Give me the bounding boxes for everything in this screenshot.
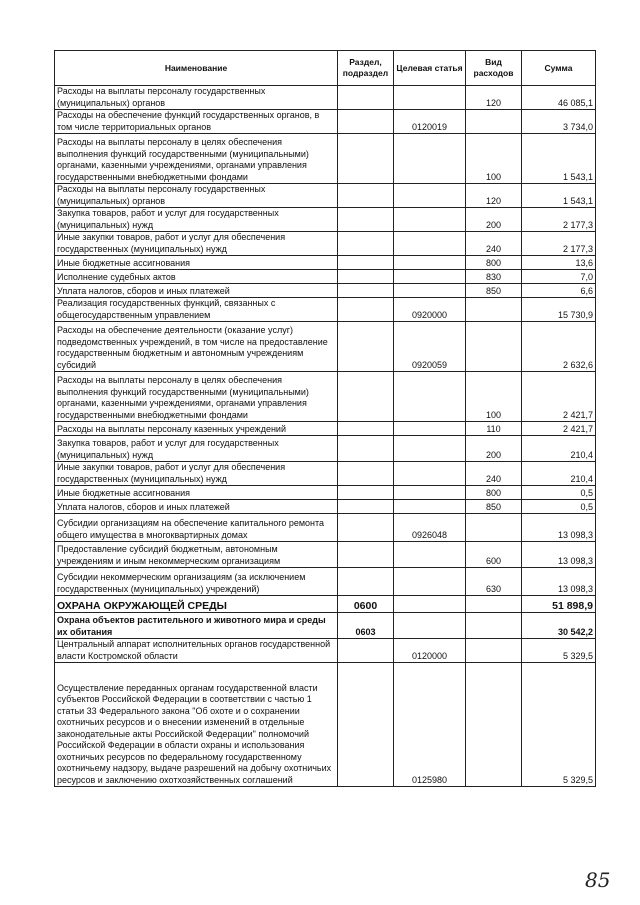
table-row [55,256,596,270]
cell-kind: 200 [466,436,522,462]
cell-name: Охрана объектов растительного и животного мира и среды их обитания [55,613,338,639]
table-row [55,270,596,284]
cell-section [338,270,394,284]
cell-amount: 2 177,3 [522,232,596,256]
cell-amount: 6,6 [522,284,596,298]
cell-amount: 51 898,9 [522,596,596,613]
cell-name: Реализация государственных функций, связанных с общегосударственным управлением [55,298,338,322]
table-row [55,208,596,232]
cell-kind: 600 [466,542,522,568]
cell-kind [466,596,522,613]
cell-target [394,208,466,232]
cell-name: Закупка товаров, работ и услуг для государственных (муниципальных) нужд [55,436,338,462]
cell-kind [466,322,522,372]
cell-target [394,596,466,613]
cell-section: 0600 [338,596,394,613]
cell-target [394,284,466,298]
cell-amount: 5 329,5 [522,663,596,787]
cell-section [338,663,394,787]
cell-kind: 120 [466,86,522,110]
cell-section [338,284,394,298]
table-row [55,232,596,256]
cell-kind: 240 [466,462,522,486]
cell-amount: 7,0 [522,270,596,284]
cell-kind: 240 [466,232,522,256]
header-section: Раздел, подраздел [338,51,394,86]
cell-target: 0920000 [394,298,466,322]
cell-target [394,542,466,568]
cell-amount: 210,4 [522,462,596,486]
cell-amount: 13 098,3 [522,568,596,596]
table-row [55,613,596,639]
cell-amount: 2 421,7 [522,372,596,422]
cell-section [338,436,394,462]
cell-target: 0120000 [394,639,466,663]
cell-target [394,270,466,284]
cell-amount: 15 730,9 [522,298,596,322]
table-row [55,568,596,596]
header-target: Целевая статья [394,51,466,86]
cell-name: Закупка товаров, работ и услуг для государственных (муниципальных) нужд [55,208,338,232]
table-row [55,110,596,134]
header-kind: Вид расходов [466,51,522,86]
cell-name: Центральный аппарат исполнительных органов государственной власти Костромской области [55,639,338,663]
cell-section [338,500,394,514]
table-row [55,284,596,298]
cell-kind: 850 [466,500,522,514]
cell-kind [466,110,522,134]
table-row [55,514,596,542]
cell-target [394,568,466,596]
cell-name: Осуществление переданных органам государственной власти субъектов Российской Федерации в соответствии с частью 1 статьи 33 Федерального закона "Об охоте и о сохранении охотничьих ресурсов и о внесении изменений в отдельные законодательные акты Российской Федерации" полномочий Российской Федерации в области охраны и использования охотничьих ресурсов по федеральному государственному охотничьему надзору, выдаче разрешений на добычу охотничьих ресурсов и заключению охотхозяйственных соглашений [55,663,338,787]
cell-section [338,86,394,110]
table-header-row [55,51,596,86]
cell-name: Уплата налогов, сборов и иных платежей [55,284,338,298]
cell-kind [466,639,522,663]
cell-kind: 110 [466,422,522,436]
cell-target: 0125980 [394,663,466,787]
cell-name: Иные бюджетные ассигнования [55,256,338,270]
table-row [55,86,596,110]
cell-target [394,422,466,436]
cell-name: Расходы на выплаты персоналу казенных учреждений [55,422,338,436]
cell-target [394,486,466,500]
table-row [55,436,596,462]
header-name: Наименование [55,51,338,86]
cell-section [338,486,394,500]
cell-section [338,134,394,184]
cell-kind: 200 [466,208,522,232]
cell-section [338,322,394,372]
cell-section: 0603 [338,613,394,639]
cell-kind: 100 [466,134,522,184]
header-amount: Сумма [522,51,596,86]
cell-section [338,110,394,134]
cell-amount: 30 542,2 [522,613,596,639]
cell-name: Предоставление субсидий бюджетным, автономным учреждениям и иным некоммерческим организациям [55,542,338,568]
cell-name: Расходы на выплаты персоналу государственных (муниципальных) органов [55,184,338,208]
table-row [55,542,596,568]
cell-kind: 100 [466,372,522,422]
cell-section [338,542,394,568]
cell-amount: 0,5 [522,500,596,514]
cell-target [394,613,466,639]
cell-amount: 1 543,1 [522,184,596,208]
budget-table [54,50,596,787]
cell-kind: 830 [466,270,522,284]
table-row [55,500,596,514]
cell-target [394,86,466,110]
cell-name: Иные закупки товаров, работ и услуг для обеспечения государственных (муниципальных) нужд [55,462,338,486]
cell-name: Расходы на выплаты персоналу в целях обеспечения выполнения функций государственными (муниципальными) органами, казенными учреждениями, органами управления государственными внебюджетными фондами [55,372,338,422]
cell-section [338,462,394,486]
cell-section [338,372,394,422]
cell-amount: 2 632,6 [522,322,596,372]
table-row [55,639,596,663]
cell-kind: 850 [466,284,522,298]
cell-kind [466,298,522,322]
cell-kind: 630 [466,568,522,596]
cell-target [394,184,466,208]
table-body [55,86,596,787]
cell-target [394,134,466,184]
cell-section [338,208,394,232]
table-row [55,134,596,184]
cell-target [394,500,466,514]
page-number: 85 [585,868,611,892]
cell-kind [466,663,522,787]
table-row [55,322,596,372]
cell-amount: 13 098,3 [522,542,596,568]
cell-amount: 3 734,0 [522,110,596,134]
cell-kind [466,613,522,639]
table-row [55,462,596,486]
table-row [55,596,596,613]
cell-amount: 0,5 [522,486,596,500]
table-row [55,298,596,322]
cell-section [338,232,394,256]
cell-kind: 800 [466,256,522,270]
cell-amount: 2 177,3 [522,208,596,232]
cell-amount: 210,4 [522,436,596,462]
cell-target: 0920059 [394,322,466,372]
cell-target: 0926048 [394,514,466,542]
cell-section [338,639,394,663]
cell-name: Расходы на выплаты персоналу в целях обеспечения выполнения функций государственными (муниципальными) органами, казенными учреждениями, органами управления государственными внебюджетными фондами [55,134,338,184]
cell-target: 0120019 [394,110,466,134]
cell-amount: 13,6 [522,256,596,270]
cell-name: Субсидии некоммерческим организациям (за исключением государственных (муниципальных) учреждений) [55,568,338,596]
cell-target [394,436,466,462]
table-row [55,663,596,787]
cell-kind: 120 [466,184,522,208]
cell-target [394,256,466,270]
cell-name: Расходы на обеспечение деятельности (оказание услуг) подведомственных учреждений, в том числе на предоставление государственным бюджетным и автономным учреждениям субсидий [55,322,338,372]
cell-amount: 2 421,7 [522,422,596,436]
cell-name: Расходы на выплаты персоналу государственных (муниципальных) органов [55,86,338,110]
cell-amount: 1 543,1 [522,134,596,184]
cell-name: Иные бюджетные ассигнования [55,486,338,500]
table-row [55,486,596,500]
cell-kind: 800 [466,486,522,500]
cell-section [338,422,394,436]
cell-section [338,568,394,596]
cell-name: Исполнение судебных актов [55,270,338,284]
cell-section [338,298,394,322]
cell-amount: 5 329,5 [522,639,596,663]
cell-name: Иные закупки товаров, работ и услуг для обеспечения государственных (муниципальных) нужд [55,232,338,256]
cell-section [338,256,394,270]
cell-name: Уплата налогов, сборов и иных платежей [55,500,338,514]
cell-name: Расходы на обеспечение функций государственных органов, в том числе территориальных органов [55,110,338,134]
cell-amount: 46 085,1 [522,86,596,110]
table-row [55,184,596,208]
table-row [55,372,596,422]
cell-section [338,514,394,542]
cell-name: Субсидии организациям на обеспечение капитального ремонта общего имущества в многоквартирных домах [55,514,338,542]
cell-name: ОХРАНА ОКРУЖАЮЩЕЙ СРЕДЫ [55,596,338,613]
cell-section [338,184,394,208]
cell-target [394,232,466,256]
cell-target [394,372,466,422]
cell-kind [466,514,522,542]
table-row [55,422,596,436]
cell-target [394,462,466,486]
cell-amount: 13 098,3 [522,514,596,542]
